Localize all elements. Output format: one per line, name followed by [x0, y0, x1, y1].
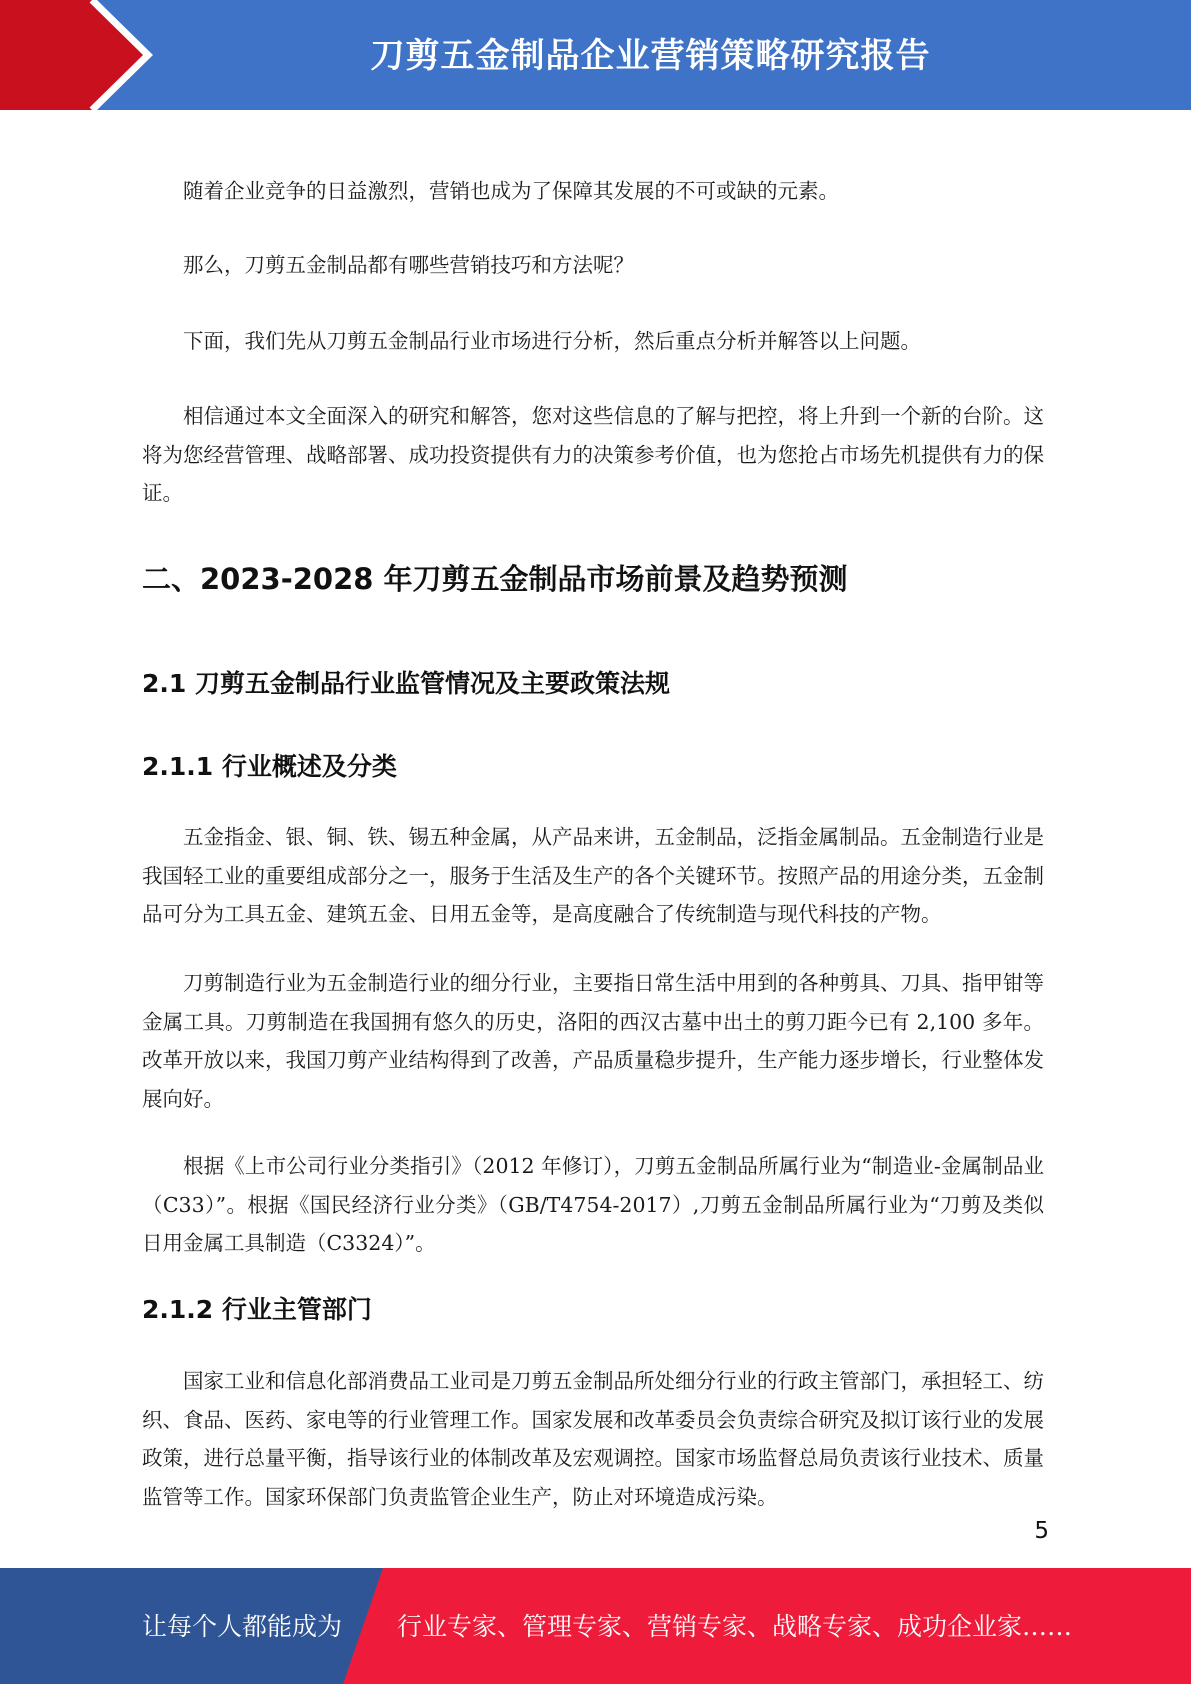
paragraph-2-1-2: 国家工业和信息化部消费品工业司是刀剪五金制品所处细分行业的行政主管部门，承担轻工、纺织、食品、医药、家电等的行业管理工作。国家发展和改革委员会负责综合研究及拟订该行业的发展政策，进行总量平衡，指导该行业的体制改革及宏观调控。国家市场监督总局负责该行业技术、质量监管等工作。国家环保部门负责监管企业生产，防止对环境造成污染。	[142, 1369, 1044, 1509]
paragraph-2-1-1-b: 刀剪制造行业为五金制造行业的细分行业，主要指日常生活中用到的各种剪具、刀具、指甲钳等金属工具。刀剪制造在我国拥有悠久的历史，洛阳的西汉古墓中出土的剪刀距今已有 2,100 多年。改革开放以来，我国刀剪产业结构得到了改善，产品质量稳步提升，生产能力逐步增长，行业整体发展向好。	[142, 971, 1044, 1111]
intro-paragraph-4: 相信通过本文全面深入的研究和解答，您对这些信息的了解与把控，将上升到一个新的台阶。这将为您经营管理、战略部署、成功投资提供有力的决策参考价值，也为您抢占市场先机提供有力的保证。	[142, 404, 1044, 505]
page-number: 5	[1034, 1518, 1049, 1544]
report-footer	[0, 1568, 1191, 1684]
paragraph-2-1-1-c: 根据《上市公司行业分类指引》（2012 年修订），刀剪五金制品所属行业为“制造业-金属制品业（C33）”。根据《国民经济行业分类》（GB/T4754-2017）,刀剪五金制品所属行业为“刀剪及类似日用金属工具制造（C3324）”。	[142, 1154, 1044, 1255]
report-header	[0, 0, 1191, 110]
footer-slogan-left: 让每个人都能成为	[142, 1612, 343, 1641]
report-title: 刀剪五金制品企业营销策略研究报告	[370, 36, 931, 76]
paragraph-2-1-1-a: 五金指金、银、铜、铁、锡五种金属，从产品来讲，五金制品，泛指金属制品。五金制造行业是我国轻工业的重要组成部分之一，服务于生活及生产的各个关键环节。按照产品的用途分类，五金制品可分为工具五金、建筑五金、日用五金等，是高度融合了传统制造与现代科技的产物。	[142, 825, 1044, 926]
section-heading-2-1: 2.1 刀剪五金制品行业监管情况及主要政策法规	[142, 669, 670, 698]
intro-paragraph-2: 那么，刀剪五金制品都有哪些营销技巧和方法呢？	[183, 253, 634, 277]
intro-paragraph-3: 下面，我们先从刀剪五金制品行业市场进行分析，然后重点分析并解答以上问题。	[183, 329, 921, 353]
section-heading-2-1-2: 2.1.2 行业主管部门	[142, 1295, 372, 1324]
section-heading-2-1-1: 2.1.1 行业概述及分类	[142, 752, 397, 781]
section-heading-2: 二、2023-2028 年刀剪五金制品市场前景及趋势预测	[142, 562, 848, 596]
header-arrow-decoration	[0, 0, 160, 110]
intro-paragraph-1: 随着企业竞争的日益激烈，营销也成为了保障其发展的不可或缺的元素。	[183, 179, 839, 203]
footer-slogan-right: 行业专家、管理专家、营销专家、战略专家、成功企业家……	[397, 1612, 1073, 1641]
